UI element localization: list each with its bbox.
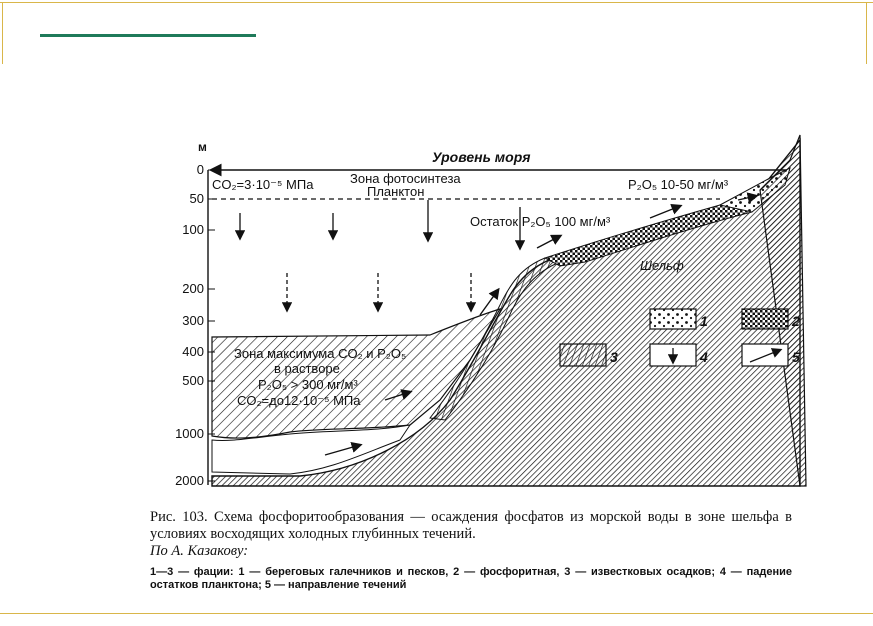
depth-tick-100: 100 xyxy=(182,222,204,237)
depth-tick-50: 50 xyxy=(189,191,204,206)
sea-level-label: Уровень моря xyxy=(432,149,531,165)
depth-tick-0: 0 xyxy=(196,162,204,177)
caption-note: 1—3 — фации: 1 — береговых галечников и песков, 2 — фосфоритная, 3 — известковых осадков; 4 — падение остатков планктона; 5 — направление течений xyxy=(150,566,792,591)
shelf-label: Шельф xyxy=(640,258,684,273)
p2o5-residue-label: Остаток P₂O₅ 100 мг/м³ xyxy=(470,214,611,229)
max-zone-line4: CO₂=до12·10⁻⁵ МПа xyxy=(237,393,361,408)
depth-tick-1000: 1000 xyxy=(175,426,204,441)
depth-tick-200: 200 xyxy=(182,281,204,296)
legend-key-4: 4 xyxy=(700,349,708,365)
p2o5-shallow-label: P₂O₅ 10-50 мг/м³ xyxy=(628,177,729,192)
legend-key-3: 3 xyxy=(610,349,618,365)
legend-key-2: 2 xyxy=(792,313,800,329)
caption-author: По А. Казакову: xyxy=(150,543,249,559)
depth-tick-2000: 2000 xyxy=(175,473,204,488)
photosynthesis-zone-label: Зона фотосинтеза xyxy=(350,171,461,186)
depth-unit-label: м xyxy=(198,140,207,154)
legend-key-1: 1 xyxy=(700,313,708,329)
caption-main: Рис. 103. Схема фосфоритообразования — осаждения фосфатов из морской воды в зоне шельфа в условиях восходящих холодных глубинных течений. xyxy=(150,509,792,542)
depth-tick-500: 500 xyxy=(182,373,204,388)
depth-tick-400: 400 xyxy=(182,344,204,359)
figure-caption xyxy=(150,509,792,592)
sea-level xyxy=(212,149,790,170)
plankton-fall-arrows-lower xyxy=(287,273,471,310)
max-zone-line1: Зона максимума CO₂ и P₂O₅ xyxy=(234,346,407,361)
max-zone-line2: в растворе xyxy=(274,361,340,376)
legend-key-5: 5 xyxy=(792,349,800,365)
max-zone-line3: P₂O₅ > 300 мг/м³ xyxy=(258,377,358,392)
plankton-label: Планктон xyxy=(367,184,425,199)
depth-tick-300: 300 xyxy=(182,313,204,328)
depth-axis xyxy=(175,140,215,488)
co2-surface-label: CO₂=3·10⁻⁵ МПа xyxy=(212,177,314,192)
